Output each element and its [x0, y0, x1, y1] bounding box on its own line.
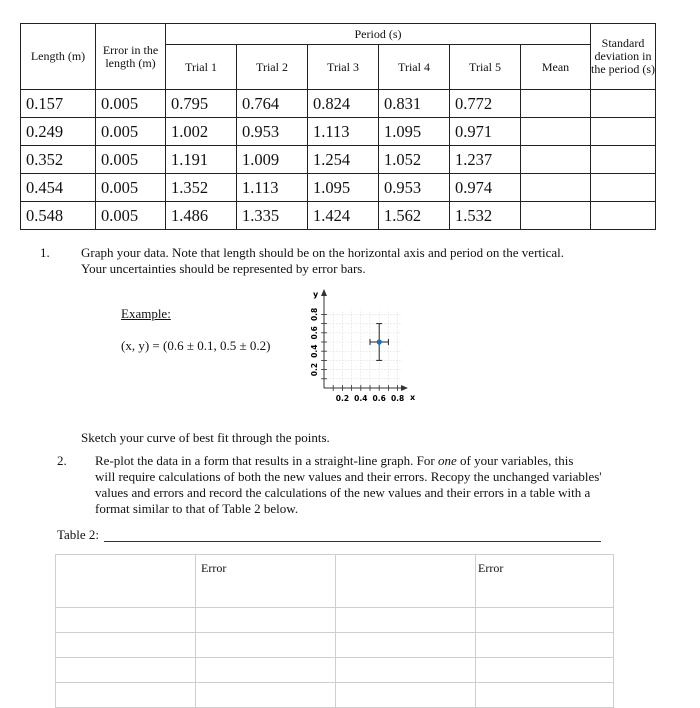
mean-header: Mean [521, 45, 591, 90]
trial-1-cell: 0.795 [166, 90, 237, 118]
table-2-cell[interactable] [336, 633, 476, 658]
table-2-cell[interactable] [196, 608, 336, 633]
table-2-cell[interactable] [476, 633, 614, 658]
trial-5-cell: 0.974 [450, 174, 521, 202]
trial-4-cell: 1.095 [379, 118, 450, 146]
trial-2-cell: 0.953 [237, 118, 308, 146]
trial-4-cell: 0.953 [379, 174, 450, 202]
length-cell: 0.548 [21, 202, 96, 230]
example-graph [298, 286, 428, 416]
std-cell[interactable] [591, 90, 656, 118]
mean-cell[interactable] [521, 146, 591, 174]
item-2-line-2: will require calculations of both the new values and their errors. Recopy the unchanged variables' [95, 469, 602, 484]
trial-2-header: Trial 2 [237, 45, 308, 90]
std-cell[interactable] [591, 146, 656, 174]
length-cell: 0.157 [21, 90, 96, 118]
trial-4-cell: 1.052 [379, 146, 450, 174]
table-row [21, 202, 656, 230]
trial-5-cell: 1.237 [450, 146, 521, 174]
error-cell: 0.005 [96, 118, 166, 146]
error-header-2: Error [476, 555, 614, 608]
item-2-line-4: format similar to that of Table 2 below. [95, 501, 299, 516]
y-axis-label: y [313, 290, 319, 299]
item-1-line-2: Your uncertainties should be represented by error bars. [81, 261, 366, 276]
trial-3-cell: 1.113 [308, 118, 379, 146]
item-2-line-1-post: of your variables, this [456, 453, 574, 468]
error-header: Error in the length (m) [96, 24, 166, 90]
trial-4-header: Trial 4 [379, 45, 450, 90]
trial-1-cell: 1.352 [166, 174, 237, 202]
x-tick-label: 0.2 [335, 394, 350, 403]
item-1-line-1: Graph your data. Note that length should be on the horizontal axis and period on the vertical. [81, 245, 565, 260]
table-2-cell[interactable] [336, 683, 476, 708]
table-row [21, 146, 656, 174]
period-group-header: Period (s) [166, 24, 591, 45]
table-2-cell[interactable] [56, 633, 196, 658]
table-2-label: Table 2: [57, 527, 100, 542]
length-cell: 0.249 [21, 118, 96, 146]
x-tick-label: 0.8 [390, 394, 405, 403]
item-2-line-1 [95, 453, 573, 469]
x-tick-label: 0.4 [354, 394, 368, 403]
data-table-body [21, 90, 656, 230]
trial-1-header: Trial 1 [166, 45, 237, 90]
example-data-point-group [370, 324, 388, 361]
sketch-instruction: Sketch your curve of best fit through the points. [81, 430, 330, 445]
y-tick-label: 0.4 [310, 344, 319, 358]
mean-cell[interactable] [521, 118, 591, 146]
data-table [20, 23, 656, 230]
example-label: Example: [121, 306, 171, 321]
error-cell: 0.005 [96, 174, 166, 202]
std-cell[interactable] [591, 174, 656, 202]
table-2-title-blank[interactable] [104, 541, 601, 542]
table-row [21, 174, 656, 202]
table-2-cell[interactable] [336, 555, 476, 608]
item-2-line-3: values and errors and record the calculations of the new values and their errors in a table with a [95, 485, 591, 500]
example-data-point [377, 339, 382, 344]
trial-1-cell: 1.191 [166, 146, 237, 174]
table-2-cell[interactable] [56, 608, 196, 633]
trial-3-cell: 1.095 [308, 174, 379, 202]
table-2-cell[interactable] [476, 608, 614, 633]
trial-3-cell: 1.424 [308, 202, 379, 230]
trial-2-cell: 1.009 [237, 146, 308, 174]
std-header: Standard deviation in the period (s) [591, 24, 656, 90]
trial-5-cell: 0.971 [450, 118, 521, 146]
error-header-1: Error [196, 555, 336, 608]
error-cell: 0.005 [96, 202, 166, 230]
y-tick-label: 0.6 [310, 326, 319, 340]
table-2-cell[interactable] [476, 658, 614, 683]
trial-1-cell: 1.486 [166, 202, 237, 230]
x-axis-arrow-icon [401, 385, 408, 391]
y-axis-arrow-icon [321, 289, 327, 296]
table-2-cell[interactable] [56, 658, 196, 683]
table-row [21, 118, 656, 146]
trial-5-cell: 1.532 [450, 202, 521, 230]
table-2-cell[interactable] [336, 608, 476, 633]
std-cell[interactable] [591, 202, 656, 230]
item-2-line-1-emph: one [437, 453, 457, 468]
table-row [21, 90, 656, 118]
item-2-line-1-pre: Re-plot the data in a form that results in a straight-line graph. For [95, 453, 438, 468]
trial-3-cell: 0.824 [308, 90, 379, 118]
mean-cell[interactable] [521, 90, 591, 118]
trial-5-header: Trial 5 [450, 45, 521, 90]
trial-4-cell: 0.831 [379, 90, 450, 118]
y-tick-label: 0.8 [310, 307, 319, 322]
table-2-cell[interactable] [56, 555, 196, 608]
mean-cell[interactable] [521, 202, 591, 230]
std-cell[interactable] [591, 118, 656, 146]
trial-2-cell: 1.335 [237, 202, 308, 230]
trial-5-cell: 0.772 [450, 90, 521, 118]
trial-4-cell: 1.562 [379, 202, 450, 230]
trial-3-header: Trial 3 [308, 45, 379, 90]
example-graph-grid [324, 310, 402, 388]
error-cell: 0.005 [96, 90, 166, 118]
table-2-cell[interactable] [196, 658, 336, 683]
table-2-cell[interactable] [196, 683, 336, 708]
table-2-cell[interactable] [56, 683, 196, 708]
y-tick-label: 0.2 [310, 362, 319, 377]
example-text: (x, y) = (0.6 ± 0.1, 0.5 ± 0.2) [121, 338, 271, 353]
trial-1-cell: 1.002 [166, 118, 237, 146]
x-axis-label: x [410, 393, 416, 402]
error-cell: 0.005 [96, 146, 166, 174]
length-header: Length (m) [21, 24, 96, 90]
trial-3-cell: 1.254 [308, 146, 379, 174]
table-2-template [55, 554, 614, 708]
x-tick-label: 0.6 [372, 394, 386, 403]
trial-2-cell: 1.113 [237, 174, 308, 202]
table-2-cell[interactable] [196, 633, 336, 658]
length-cell: 0.352 [21, 146, 96, 174]
trial-2-cell: 0.764 [237, 90, 308, 118]
table-2-cell[interactable] [336, 658, 476, 683]
item-2-number: 2. [57, 453, 67, 468]
length-cell: 0.454 [21, 174, 96, 202]
mean-cell[interactable] [521, 174, 591, 202]
item-1-number: 1. [40, 245, 50, 260]
table-2-cell[interactable] [476, 683, 614, 708]
